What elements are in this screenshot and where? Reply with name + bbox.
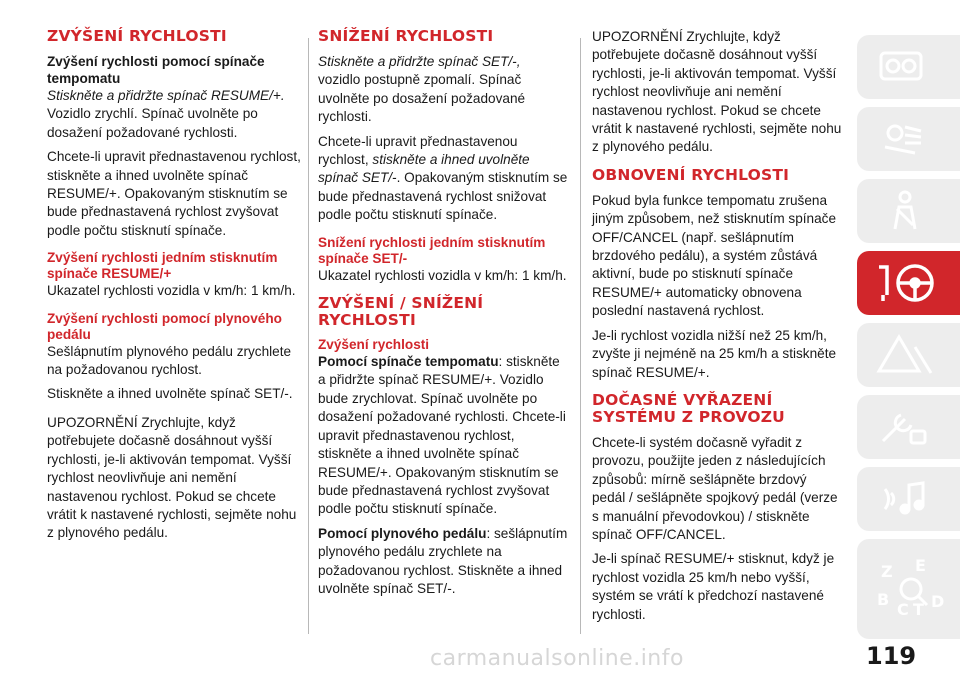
column-divider (580, 38, 581, 634)
paragraph (318, 525, 568, 599)
subheading-jednim-stisknutim: Zvýšení rychlosti jedním stisknutím spínače RESUME/+ (47, 250, 278, 282)
column-2 (318, 28, 568, 604)
tab-warning[interactable] (857, 323, 960, 387)
paragraph: Pokud byla funkce tempomatu zrušena jiným způsobem, než stisknutím spínače OFF/CANCEL (např. sešlápnutím brzdového pedálu), a systém zůstává aktivní, bude po stisknutí spínače RESUME/+ automaticky obnovena poslední nastavená rychlost. (592, 192, 837, 319)
steering-wheel-icon (875, 261, 941, 305)
paragraph (318, 133, 568, 225)
paragraph: Chcete-li systém dočasně vyřadit z provozu, použijte jeden z následujících způsobů: mírně sešlápněte brzdový pedál / sešlápněte spojkový pedál (verze s manuální převodovkou) / stiskněte spínač OFF/CANCEL. (592, 434, 838, 542)
lights-icon (875, 117, 935, 161)
text: Chcete-li upravit přednastavenou rychlost, (318, 133, 518, 168)
paragraph: Ukazatel rychlosti vozidla v km/h: 1 km/h. (318, 267, 567, 283)
tab-maintenance[interactable] (857, 395, 960, 459)
watermark: carmanualsonline.info (430, 646, 684, 671)
italic-text: stiskněte a ihned uvolněte spínač SET/- (318, 152, 530, 186)
paragraph (47, 87, 305, 142)
paragraph (318, 353, 568, 519)
index-letter: B (877, 590, 890, 609)
paragraph: Chcete-li upravit přednastavenou rychlost, stiskněte a ihned uvolněte spínač RESUME/+. Opakovaným stisknutím se bude přednastavená rychlost zvyšovat podle počtu stisknutí spínače. (47, 149, 301, 238)
tab-multimedia[interactable] (857, 467, 960, 531)
italic-text: Stiskněte a přidržte spínač SET/-, (318, 54, 521, 69)
subheading-zvyseni-rychlosti: Zvýšení rychlosti (318, 337, 430, 353)
heading-docasne-vyrazeni: DOČASNÉ VYŘAZENÍ SYSTÉMU Z PROVOZU (592, 390, 785, 426)
index-letter: T (913, 600, 924, 619)
paragraph: Je-li spínač RESUME/+ stisknut, když je rychlost vozidla 25 km/h nebo vyšší, systém se vrátí k předchozí nastavené rychlosti. (592, 551, 835, 622)
index-letter: D (931, 592, 945, 611)
warning-triangle-icon (875, 333, 935, 377)
tab-safety[interactable] (857, 179, 960, 243)
index-letter: E (915, 556, 926, 575)
paragraph (318, 53, 568, 127)
paragraph: Ukazatel rychlosti vozidla v km/h: 1 km/h. (47, 283, 296, 299)
paragraph: Sešlápnutím plynového pedálu zrychlete na požadovanou rychlost. (47, 343, 292, 378)
text: . Opakovaným stisknutím se bude přednastavená rychlost snižovat podle počtu stisknutí spínače. (318, 170, 568, 223)
wrench-icon (875, 405, 935, 449)
dashboard-icon (875, 45, 935, 89)
subheading-snizeni-jednim-stisknutim: Snížení rychlosti jedním stisknutím spínače SET/- (318, 234, 546, 266)
column-3 (592, 28, 842, 630)
text: : stiskněte a přidržte spínač RESUME/+. Vozidlo bude zrychlovat. Spínač uvolněte po dosažení požadované rychlosti. Chcete-li upravit přednastavenou rychlost, stiskněte a ihned uvolněte spínač RESUME/+. Opakovaným stisknutím se bude přednastavená rychlost zvyšovat podle počtu stisknutí spínače. (318, 354, 566, 517)
text: : sešlápnutím plynového pedálu zrychlete na požadovanou rychlost. Stiskněte a ihned uvolněte spínač SET/-. (318, 525, 568, 596)
tab-dashboard[interactable] (857, 35, 960, 99)
italic-text: Stiskněte a přidržte spínač RESUME/+. (47, 88, 285, 103)
heading-obnoveni-rychlosti: OBNOVENÍ RYCHLOSTI (592, 165, 790, 184)
tab-lights[interactable] (857, 107, 960, 171)
heading-zvyseni-rychlosti: ZVÝŠENÍ RYCHLOSTI (47, 27, 227, 45)
bold-text: Pomocí plynového pedálu (318, 525, 487, 541)
subheading-plynovy-pedal: Zvýšení rychlosti pomocí plynového pedálu (47, 310, 282, 342)
bold-text: Pomocí spínače tempomatu (318, 354, 499, 370)
text: vozidlo postupně zpomalí. Spínač uvolněte po dosažení požadované rychlosti. (318, 72, 526, 125)
seatbelt-icon (875, 189, 935, 233)
index-letter: Z (881, 562, 893, 581)
paragraph: Je-li rychlost vozidla nižší než 25 km/h, zvyšte ji nejméně na 25 km/h a stiskněte spínač RESUME/+. (592, 327, 837, 380)
column-divider (308, 38, 309, 634)
subheading-spinac-tempomatu: Zvýšení rychlosti pomocí spínače tempomatu (47, 54, 265, 86)
page-number: 119 (866, 642, 917, 670)
heading-zvyseni-snizeni: ZVÝŠENÍ / SNÍŽENÍ RYCHLOSTI (318, 294, 484, 330)
paragraph-upozorneni: UPOZORNĚNÍ Zrychlujte, když potřebujete dočasně dosáhnout vyšší rychlosti, je-li aktivován tempomat. Vyšší rychlost neovlivňuje ani nemění nastavenou rychlost. Pokud se chcete vrátit k nastavené rychlosti, sejměte nohu z plynového pedálu. (592, 29, 842, 155)
paragraph: Stiskněte a ihned uvolněte spínač SET/-. (47, 386, 293, 402)
heading-snizeni-rychlosti: SNÍŽENÍ RYCHLOSTI (318, 27, 494, 45)
index-letter: C (897, 600, 909, 619)
tab-driving[interactable] (857, 251, 960, 315)
paragraph-upozorneni: UPOZORNĚNÍ Zrychlujte, když potřebujete dočasně dosáhnout vyšší rychlosti, je-li aktivován tempomat. Vyšší rychlost neovlivňuje ani nemění nastavenou rychlost. Pokud se chcete vrátit k nastavené rychlosti, sejměte nohu z plynového pedálu. (47, 414, 297, 541)
text: Vozidlo zrychlí. Spínač uvolněte po dosažení požadované rychlosti. (47, 106, 258, 140)
tab-index[interactable] (857, 539, 960, 639)
index-icon (875, 549, 955, 633)
music-icon (875, 477, 935, 521)
column-1 (47, 28, 305, 549)
